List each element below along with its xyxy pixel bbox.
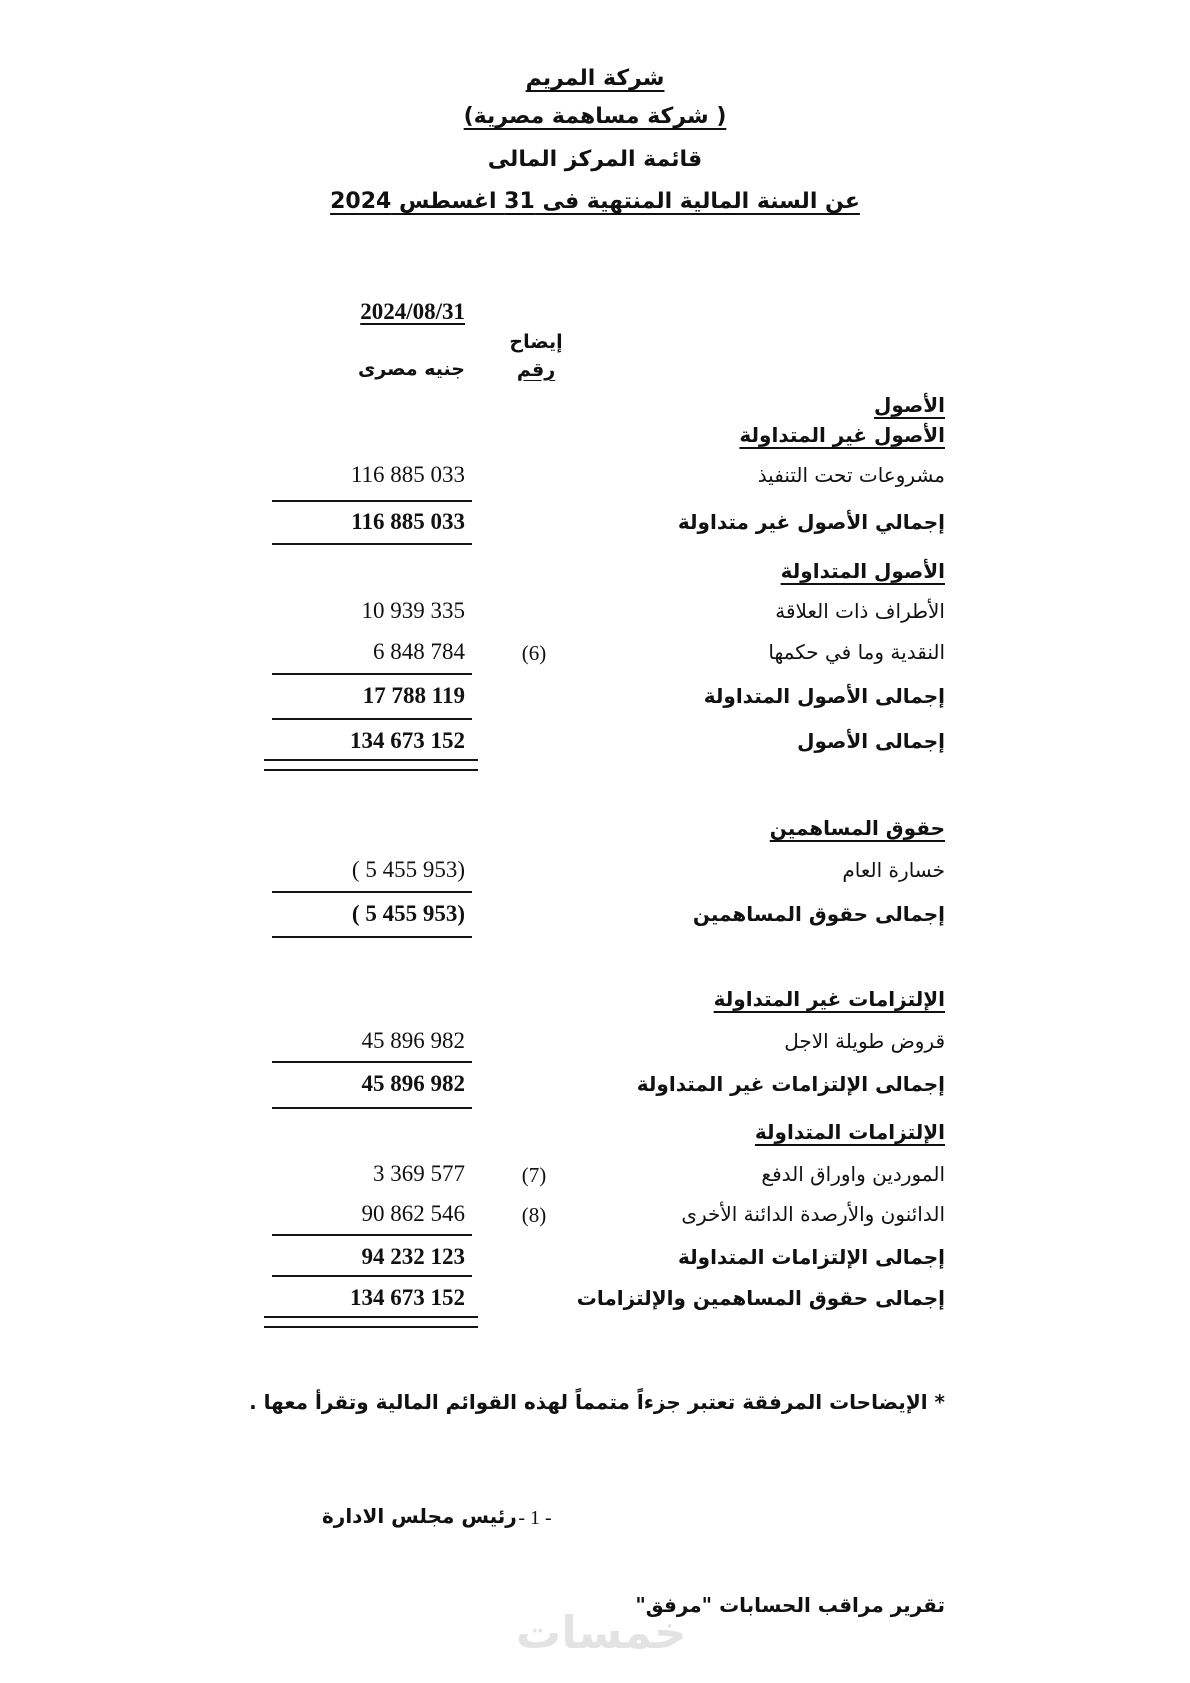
table-row-total (240, 1069, 945, 1099)
row-label: إجمالى الإلتزامات غير المتداولة (636, 1072, 945, 1096)
table-row-item (240, 596, 945, 626)
row-amount: 45 896 982 (361, 1028, 465, 1053)
row-amount: 90 862 546 (361, 1201, 465, 1226)
table-row-item (240, 1199, 945, 1229)
total-rule (272, 936, 472, 938)
row-label: إجمالى حقوق المساهمين والإلتزامات (576, 1286, 945, 1310)
row-label: إجمالى الإلتزامات المتداولة (678, 1245, 945, 1269)
table-row-item (240, 1026, 945, 1056)
row-label: إجمالى الأصول المتداولة (703, 684, 945, 708)
column-header-note (498, 328, 574, 384)
khamsat-watermark: خمسات (516, 1606, 687, 1659)
row-label: حقوق المساهمين (769, 816, 945, 840)
table-row-item (240, 460, 945, 490)
double-total-rule (264, 1316, 478, 1328)
table-row-grand (240, 726, 945, 756)
row-amount: ( 5 455 953) (351, 901, 465, 926)
statement-period: عن السنة المالية المنتهية فى 31 اغسطس 2024 (330, 189, 860, 214)
row-label: خسارة العام (842, 858, 945, 882)
row-amount: 17 788 119 (362, 683, 465, 708)
row-note-ref: (8) (521, 1203, 547, 1227)
double-total-rule (264, 759, 478, 771)
row-amount: 10 939 335 (361, 598, 465, 623)
total-rule (272, 1061, 472, 1063)
total-rule (272, 1275, 472, 1277)
page-number: - 1 - (518, 1507, 552, 1529)
table-row-section (240, 984, 945, 1014)
row-amount: 116 885 033 (350, 462, 465, 487)
column-header-date: 2024/08/31 (360, 299, 465, 324)
row-amount: 94 232 123 (361, 1244, 465, 1269)
row-label: الأصول (874, 393, 945, 417)
chairman-signature-label: رئيس مجلس الادارة (322, 1504, 517, 1528)
row-amount: 45 896 982 (361, 1071, 465, 1096)
row-label: الأصول المتداولة (780, 559, 945, 583)
table-row-total (240, 507, 945, 537)
notes-footnote: * الإيضاحات المرفقة تعتبر جزءاً متمماً لهذه القوائم المالية وتقرأ معها . (249, 1390, 945, 1414)
row-amount: 3 369 577 (373, 1161, 465, 1186)
table-row-section (240, 1117, 945, 1147)
row-label: الأصول غير المتداولة (739, 423, 945, 447)
note-header-line2: رقم (516, 359, 556, 381)
table-row-section (240, 420, 945, 450)
row-note-ref: (6) (521, 641, 547, 665)
row-label: قروض طويلة الاجل (784, 1029, 945, 1053)
total-rule (272, 1234, 472, 1236)
row-amount: 134 673 152 (350, 1285, 465, 1310)
row-label: إجمالى الأصول (797, 729, 945, 753)
total-rule (272, 673, 472, 675)
row-amount: 134 673 152 (350, 728, 465, 753)
total-rule (272, 718, 472, 720)
table-row-item (240, 1159, 945, 1189)
total-rule (272, 500, 472, 502)
total-rule (272, 891, 472, 893)
statement-title: قائمة المركز المالى (487, 147, 703, 172)
company-name: شركة المريم (525, 66, 665, 91)
row-label: مشروعات تحت التنفيذ (757, 463, 945, 487)
table-row-grand (240, 1283, 945, 1313)
row-label: الإلتزامات غير المتداولة (713, 987, 945, 1011)
row-amount: 6 848 784 (373, 639, 465, 664)
table-row-section (240, 390, 945, 420)
note-header-line1: إيضاح (509, 331, 563, 353)
row-label: الإلتزامات المتداولة (754, 1120, 945, 1144)
company-type: ( شركة مساهمة مصرية) (463, 104, 727, 129)
total-rule (272, 543, 472, 545)
table-row-total (240, 899, 945, 929)
row-amount: ( 5 455 953) (351, 857, 465, 882)
auditor-report-note: تقرير مراقب الحسابات "مرفق" (635, 1593, 945, 1617)
row-label: الموردين واوراق الدفع (761, 1162, 945, 1186)
total-rule (272, 1107, 472, 1109)
table-row-section (240, 556, 945, 586)
table-row-item (240, 637, 945, 667)
column-header-currency: جنيه مصرى (357, 358, 465, 380)
table-row-section (240, 813, 945, 843)
row-label: إجمالي الأصول غير متداولة (677, 510, 945, 534)
table-row-total (240, 681, 945, 711)
row-amount: 116 885 033 (351, 509, 465, 534)
row-label: النقدية وما في حكمها (768, 640, 945, 664)
row-label: الأطراف ذات العلاقة (775, 599, 945, 623)
table-row-item (240, 855, 945, 885)
table-row-total (240, 1242, 945, 1272)
row-note-ref: (7) (521, 1163, 547, 1187)
row-label: إجمالى حقوق المساهمين (692, 902, 945, 926)
row-label: الدائنون والأرصدة الدائنة الأخرى (681, 1202, 945, 1226)
